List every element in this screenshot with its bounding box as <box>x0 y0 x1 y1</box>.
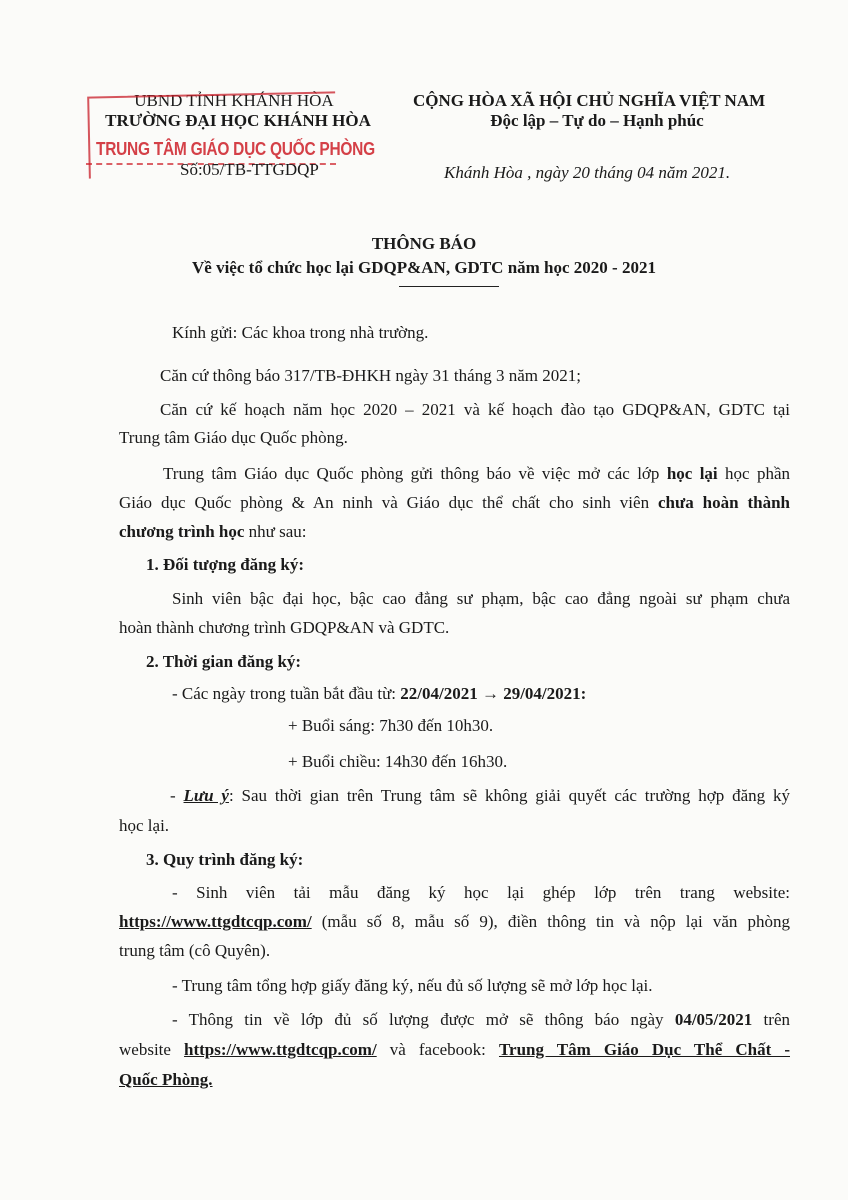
afternoon-session: + Buổi chiều: 14h30 đến 16h30. <box>288 752 508 771</box>
step-3-text: trên <box>752 1010 790 1029</box>
intro-line-1 <box>163 464 790 484</box>
days-label: - Các ngày trong tuần bắt đầu từ: <box>172 684 401 703</box>
facebook-link-continued[interactable]: Quốc Phòng. <box>119 1070 213 1089</box>
intro-emphasis: học lại <box>666 464 718 483</box>
section-1-line-1: Sinh viên bậc đại học, bậc cao đẳng sư phạm, bậc cao đẳng ngoài sư phạm chưa <box>172 589 790 608</box>
section-3-heading: 3. Quy trình đăng ký: <box>146 850 304 869</box>
org-line-1: UBND TỈNH KHÁNH HÒA <box>134 91 334 110</box>
intro-text: Trung tâm Giáo dục Quốc phòng gửi thông báo về việc mở các lớp <box>163 464 667 483</box>
title-rule <box>399 286 499 287</box>
step-3-line-1 <box>172 1010 790 1030</box>
days-range: 22/04/2021 → 29/04/2021: <box>400 684 587 703</box>
website-link[interactable]: https://www.ttgdtcqp.com/ <box>184 1040 377 1059</box>
note-line-1 <box>170 786 790 806</box>
intro-line-3 <box>119 522 307 542</box>
doc-number: Số:05/TB-TTGDQP <box>180 160 319 179</box>
note-dash: - <box>170 786 184 805</box>
stamp-text: TRUNG TÂM GIÁO DỤC QUỐC PHÒNG <box>96 139 375 159</box>
step-1-line-3: trung tâm (cô Quyên). <box>119 941 271 960</box>
org-line-2: TRƯỜNG ĐẠI HỌC KHÁNH HÒA <box>105 111 371 130</box>
note-line-2: học lại. <box>119 816 170 835</box>
section-1-heading: 1. Đối tượng đăng ký: <box>146 555 305 574</box>
step-1-line-1: - Sinh viên tải mẫu đăng ký học lại ghép lớp trên trang website: <box>172 883 790 902</box>
step-3-text: và facebook: <box>376 1040 499 1059</box>
intro-emphasis: chương trình học <box>119 522 245 541</box>
basis-2-line-1: Căn cứ kế hoạch năm học 2020 – 2021 và kế hoạch đào tạo GDQP&AN, GDTC tại <box>160 400 790 419</box>
note-text: : Sau thời gian trên Trung tâm sẽ không giải quyết các trường hợp đăng ký <box>228 786 791 805</box>
morning-session: + Buổi sáng: 7h30 đến 10h30. <box>288 716 494 735</box>
motto: Độc lập – Tự do – Hạnh phúc <box>490 111 704 130</box>
step-1-line-2 <box>119 912 790 932</box>
recipient: Kính gửi: Các khoa trong nhà trường. <box>172 323 429 342</box>
place-date: Khánh Hòa , ngày 20 tháng 04 năm 2021. <box>444 163 731 182</box>
intro-text: như sau: <box>244 522 307 541</box>
section-2-heading: 2. Thời gian đăng ký: <box>146 652 302 671</box>
section-2-days <box>172 684 586 704</box>
basis-1: Căn cứ thông báo 317/TB-ĐHKH ngày 31 tháng 3 năm 2021; <box>160 366 581 385</box>
nation-title: CỘNG HÒA XÃ HỘI CHỦ NGHĨA VIỆT NAM <box>413 91 766 110</box>
open-date: 04/05/2021 <box>674 1010 753 1029</box>
step-3-text: - Thông tin về lớp đủ số lượng được mở sẽ thông báo ngày <box>172 1010 675 1029</box>
doc-subject: Về việc tổ chức học lại GDQP&AN, GDTC năm học 2020 - 2021 <box>192 258 656 277</box>
intro-text: Giáo dục Quốc phòng & An ninh và Giáo dục thể chất cho sinh viên <box>119 493 658 512</box>
step-2: - Trung tâm tổng hợp giấy đăng ký, nếu đủ số lượng sẽ mở lớp học lại. <box>172 976 653 995</box>
intro-line-2 <box>119 493 790 513</box>
step-3-text: website <box>119 1040 185 1059</box>
intro-emphasis: chưa hoàn thành <box>658 493 790 512</box>
facebook-link[interactable]: Trung Tâm Giáo Dục Thể Chất - <box>498 1040 790 1059</box>
basis-2-line-2: Trung tâm Giáo dục Quốc phòng. <box>119 428 348 447</box>
website-link[interactable]: https://www.ttgdtcqp.com/ <box>119 912 312 931</box>
section-1-line-2: hoàn thành chương trình GDQP&AN và GDTC. <box>119 618 450 637</box>
doc-title: THÔNG BÁO <box>371 234 477 253</box>
note-label: Lưu ý <box>183 786 229 805</box>
intro-text: học phần <box>717 464 790 483</box>
step-1-text: (mẫu số 8, mẫu số 9), điền thông tin và nộp lại văn phòng <box>311 912 790 931</box>
step-3-line-2 <box>119 1040 790 1060</box>
